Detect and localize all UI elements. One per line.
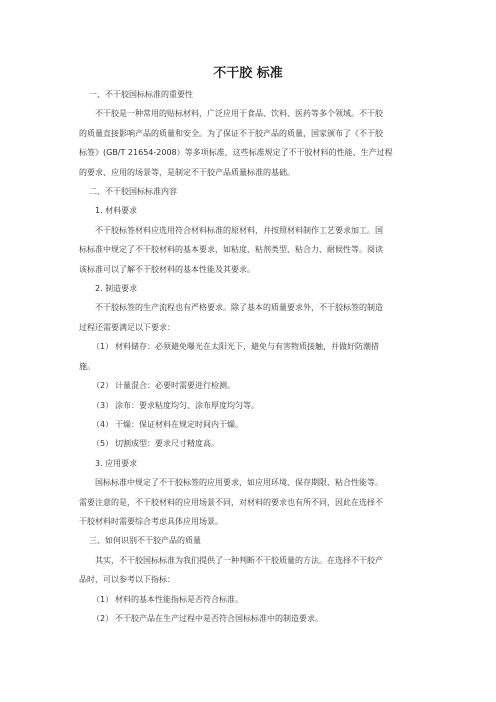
- list-item-number: （3）: [92, 400, 114, 410]
- paragraph-line: 不干胶是一种常用的贴标材料，广泛应用于食品、饮料、医药等多个领域。不干胶: [95, 109, 383, 119]
- list-item-number: （1）: [92, 342, 114, 352]
- list-item: [79, 337, 419, 356]
- list-item-text: 涂布：要求粘度均匀、涂布厚度均匀等。: [115, 400, 259, 410]
- list-item-text: 材料的基本性能指标是否符合标准。: [115, 594, 243, 604]
- paragraph-line: 的要求、应用的场景等，是制定不干胶产品质量标准的基础。: [79, 167, 295, 177]
- paragraph-line: 施。: [79, 361, 95, 371]
- paragraph-line: 国标标准中规定了不干胶标签的应用要求，如应用环境、保存期限、粘合性能等。: [95, 478, 383, 488]
- section-heading: 一、不干胶国标标准的重要性: [89, 90, 193, 99]
- list-item-number: （2）: [92, 613, 114, 623]
- subsection-heading: 3. 应用要求: [95, 458, 138, 468]
- paragraph-line: 标标准中规定了不干胶材料的基本要求，如粘度、粘剂类型、粘合力、耐候性等。阅读: [79, 245, 383, 255]
- paragraph-line: 干胶材料时需要综合考虑具体应用场景。: [79, 516, 223, 526]
- paragraph-line: 不干胶标签的生产流程也有严格要求。除了基本的质量要求外，不干胶标签的制造: [95, 303, 383, 313]
- list-item-text: 不干胶产品在生产过程中是否符合国标标准中的制造要求。: [115, 613, 323, 623]
- paragraph-line: 其实，不干胶国标标准为我们提供了一种判断不干胶质量的方法。在选择不干胶产: [95, 555, 383, 565]
- document-title: 不干胶 标准: [213, 66, 283, 81]
- list-item-number: （5）: [92, 439, 114, 449]
- paragraph-line: 品时，可以参考以下指标：: [79, 575, 175, 585]
- paragraph-line: 该标准可以了解不干胶材料的基本性能及其要求。: [79, 264, 255, 274]
- paragraph-line: 的质量直接影响产品的质量和安全。为了保证不干胶产品的质量，国家颁布了《不干胶: [79, 128, 383, 138]
- list-item-number: （4）: [92, 419, 114, 429]
- list-item-text: 干燥：保证材料在规定时间内干燥。: [115, 419, 243, 429]
- list-item-text: 材料储存：必须避免曝光在太阳光下，避免与有害物质接触，并做好防潮措: [115, 342, 379, 352]
- subsection-heading: 2. 制造要求: [95, 284, 138, 294]
- list-item: [79, 415, 419, 434]
- list-item: [79, 609, 419, 628]
- paragraph-line: 需要注意的是，不干胶材料的应用场景不同，对材料的要求也有所不同，因此在选择不: [79, 497, 383, 507]
- list-item-text: 计量混合：必要时需要进行检测。: [115, 381, 235, 391]
- list-item: [79, 396, 419, 415]
- section-heading: 二、不干胶国标标准内容: [89, 187, 177, 197]
- list-item: [79, 376, 419, 395]
- subsection-heading: 1. 材料要求: [95, 206, 138, 216]
- paragraph-line: 过程还需要满足以下要求：: [79, 322, 175, 332]
- list-item-number: （2）: [92, 381, 114, 391]
- list-item: [79, 590, 419, 609]
- section-heading: 三、如何识别不干胶产品的质量: [89, 536, 201, 546]
- list-item: [79, 434, 419, 453]
- paragraph-line: 不干胶标签材料应选用符合材料标准的原材料，并按照材料制作工艺要求加工。国: [95, 225, 383, 235]
- document-body: [79, 85, 419, 628]
- list-item-text: 切割成型：要求尺寸精度高。: [115, 439, 219, 449]
- list-item-number: （1）: [92, 594, 114, 604]
- paragraph-line: 标签》(GB/T 21654-2008）等多项标准，这些标准规定了不干胶材料的性能、生产过程: [79, 148, 393, 158]
